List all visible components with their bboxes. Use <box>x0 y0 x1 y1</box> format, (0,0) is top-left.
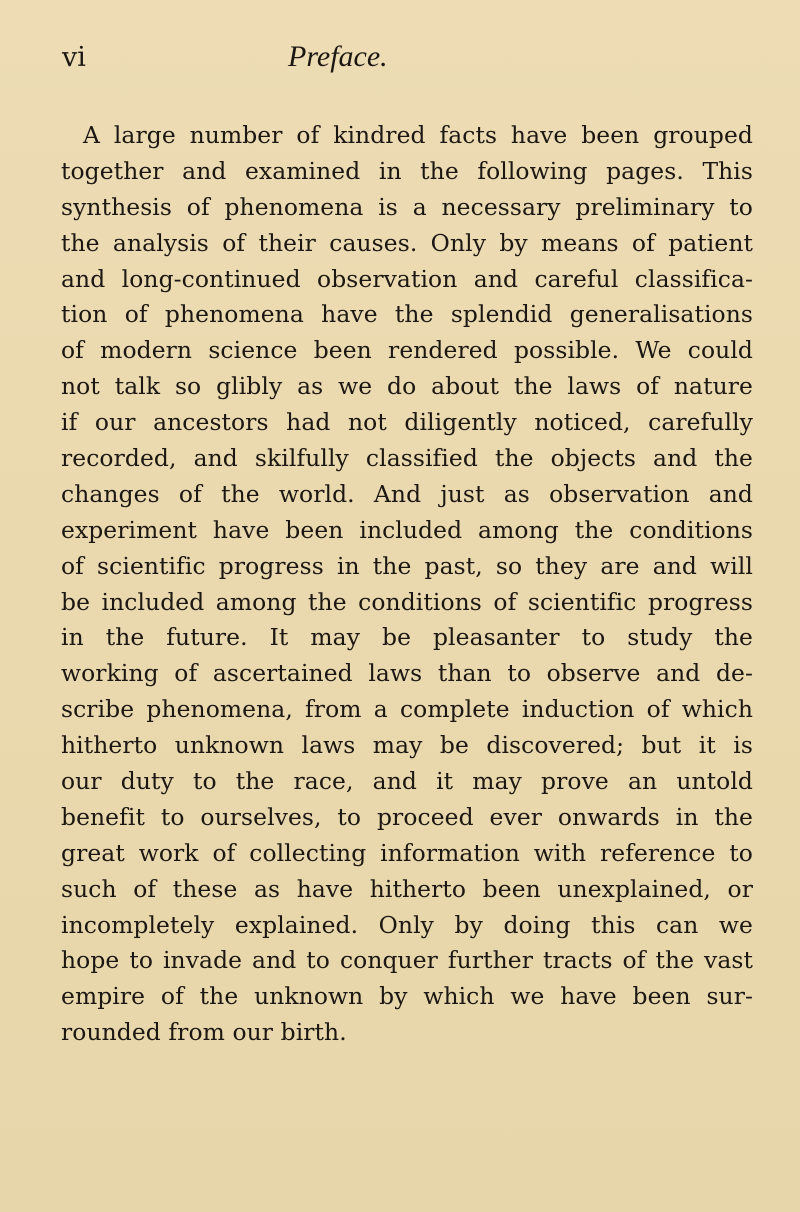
text-line: A large number of kindred facts have been grouped <box>83 121 753 149</box>
text-line: if our ancestors had not diligently noticed, carefully <box>61 408 753 437</box>
text-line: synthesis of phenomena is a necessary preliminary to <box>61 192 753 221</box>
text-line: experiment have been included among the conditions <box>61 515 753 544</box>
text-line: such of these as have hitherto been unexplained, or <box>61 874 753 903</box>
text-line: together and examined in the following pages. This <box>61 156 753 185</box>
text-line: not talk so glibly as we do about the laws of nature <box>61 372 753 401</box>
text-line: of modern science been rendered possible. We could <box>61 336 753 365</box>
text-line: great work of collecting information with reference to <box>61 838 753 867</box>
text-line: incompletely explained. Only by doing this can we <box>61 910 753 939</box>
text-line: empire of the unknown by which we have been sur- <box>61 982 753 1011</box>
text-line: be included among the conditions of scientific progress <box>61 587 753 616</box>
page-number: vi <box>62 42 86 73</box>
text-line: scribe phenomena, from a complete induction of which <box>61 695 753 724</box>
text-line: hope to invade and to conquer further tracts of the vast <box>61 946 753 975</box>
text-line: in the future. It may be pleasanter to study the <box>61 623 753 652</box>
text-line: working of ascertained laws than to observe and de- <box>61 659 753 688</box>
text-line: and long-continued observation and careful classifica- <box>61 264 753 293</box>
text-line: recorded, and skilfully classified the objects and the <box>61 444 753 473</box>
text-line: benefit to ourselves, to proceed ever onwards in the <box>61 802 753 831</box>
running-title: Preface. <box>288 40 388 73</box>
text-line: of scientific progress in the past, so they are and will <box>61 551 753 580</box>
page-header <box>62 40 752 80</box>
text-line: changes of the world. And just as observation and <box>61 479 753 508</box>
text-line: tion of phenomena have the splendid generalisations <box>61 300 753 329</box>
text-line: hitherto unknown laws may be discovered; but it is <box>61 731 753 760</box>
text-line: our duty to the race, and it may prove an untold <box>61 767 753 796</box>
preface-paragraph <box>61 118 753 1051</box>
text-line: the analysis of their causes. Only by means of patient <box>61 228 753 257</box>
text-line: rounded from our birth. <box>61 1018 347 1047</box>
